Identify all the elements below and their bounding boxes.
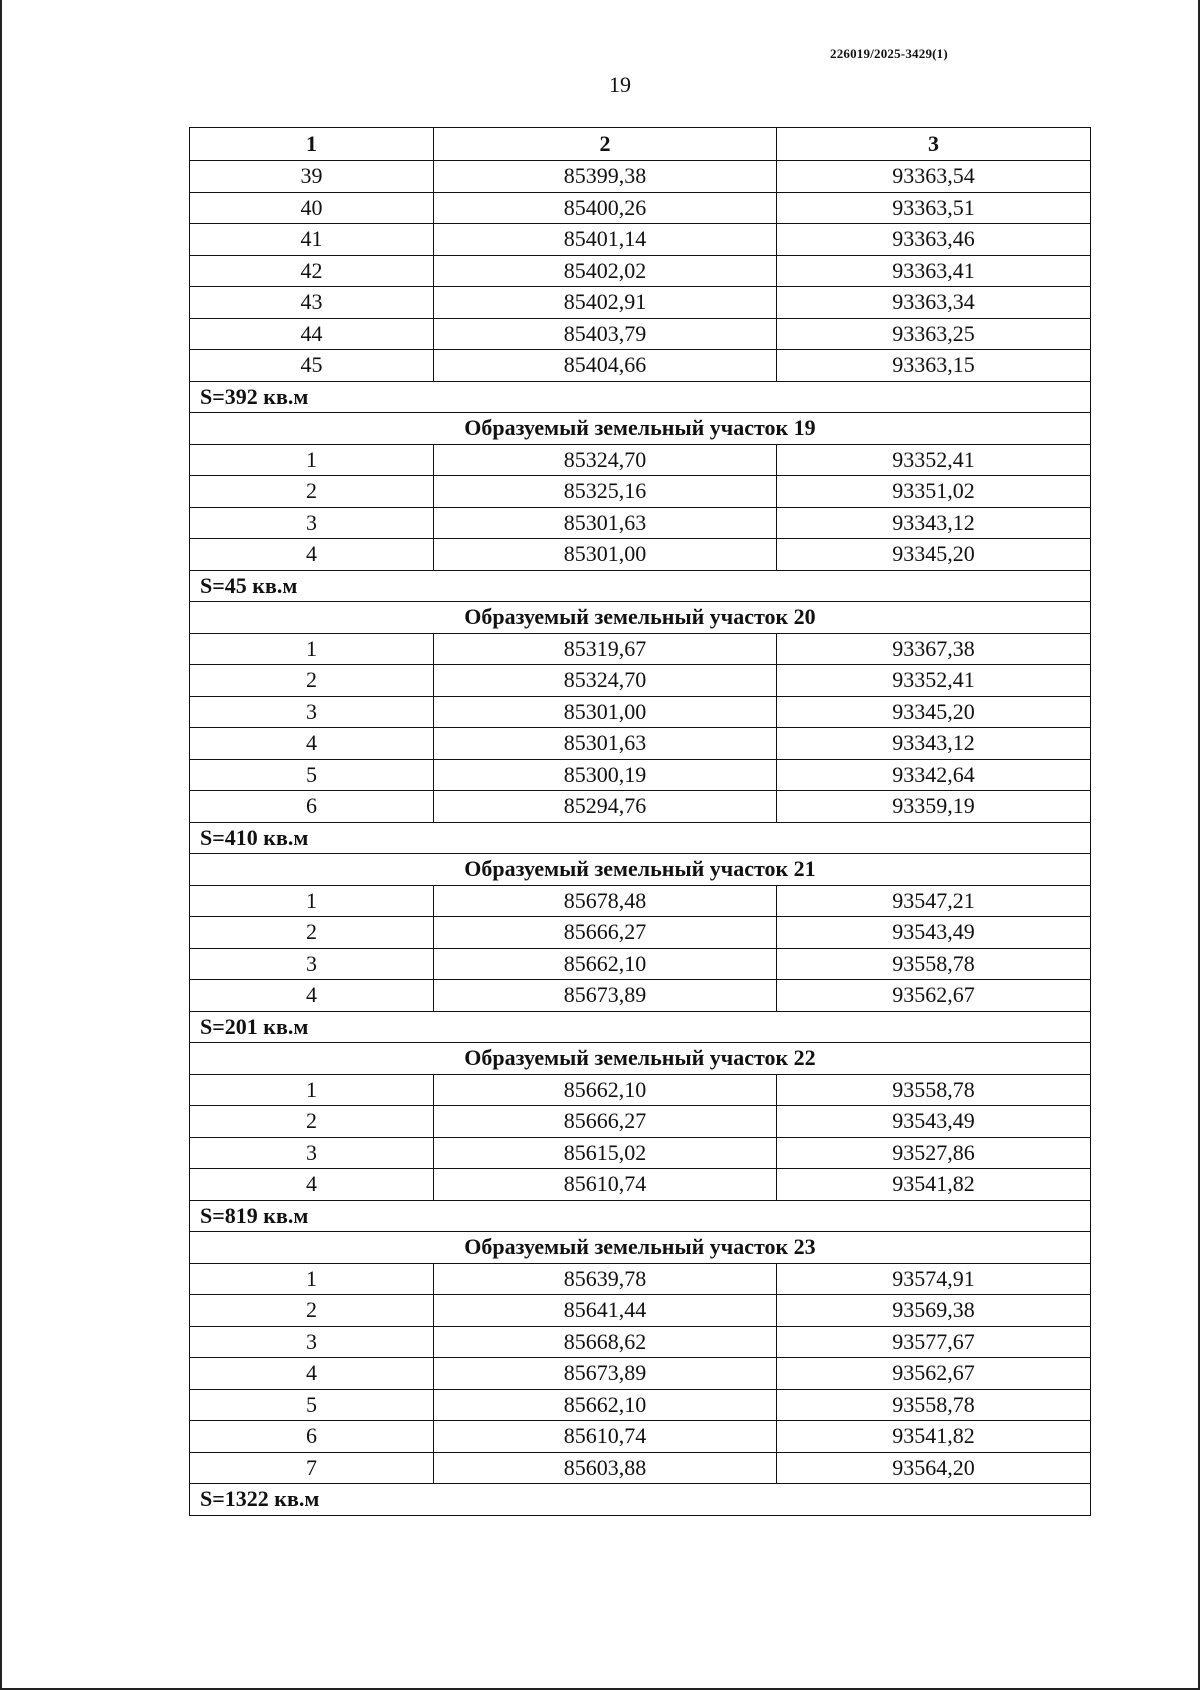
area-value: S=819 кв.м [190, 1200, 1091, 1232]
section-title-row [190, 854, 1091, 886]
area-row [190, 1200, 1091, 1232]
section-title-row [190, 602, 1091, 634]
table-row [190, 255, 1091, 287]
section-title: Образуемый земельный участок 23 [190, 1232, 1091, 1264]
table-row [190, 1452, 1091, 1484]
page-left-edge [0, 0, 2, 1690]
y-coordinate-cell: 93363,15 [777, 350, 1091, 382]
y-coordinate-cell: 93363,34 [777, 287, 1091, 319]
x-coordinate-cell: 85639,78 [434, 1263, 777, 1295]
y-coordinate-cell: 93547,21 [777, 885, 1091, 917]
x-coordinate-cell: 85662,10 [434, 1074, 777, 1106]
y-coordinate-cell: 93363,41 [777, 255, 1091, 287]
table-row [190, 759, 1091, 791]
point-number-cell: 1 [190, 633, 434, 665]
point-number-cell: 3 [190, 948, 434, 980]
table-row [190, 1169, 1091, 1201]
table-row [190, 1263, 1091, 1295]
point-number-cell: 2 [190, 1106, 434, 1138]
y-coordinate-cell: 93345,20 [777, 696, 1091, 728]
table-row [190, 1074, 1091, 1106]
y-coordinate-cell: 93351,02 [777, 476, 1091, 508]
point-number-cell: 44 [190, 318, 434, 350]
point-number-cell: 39 [190, 161, 434, 193]
x-coordinate-cell: 85300,19 [434, 759, 777, 791]
area-row [190, 381, 1091, 413]
y-coordinate-cell: 93558,78 [777, 1074, 1091, 1106]
document-id: 226019/2025-3429(1) [830, 46, 948, 61]
point-number-cell: 6 [190, 1421, 434, 1453]
area-value: S=1322 кв.м [190, 1484, 1091, 1516]
y-coordinate-cell: 93363,25 [777, 318, 1091, 350]
table-row [190, 507, 1091, 539]
x-coordinate-cell: 85673,89 [434, 1358, 777, 1390]
point-number-cell: 6 [190, 791, 434, 823]
x-coordinate-cell: 85673,89 [434, 980, 777, 1012]
table-row [190, 1326, 1091, 1358]
x-coordinate-cell: 85404,66 [434, 350, 777, 382]
point-number-cell: 43 [190, 287, 434, 319]
section-title: Образуемый земельный участок 19 [190, 413, 1091, 445]
coordinates-table-container [189, 127, 1090, 1516]
y-coordinate-cell: 93363,54 [777, 161, 1091, 193]
y-coordinate-cell: 93569,38 [777, 1295, 1091, 1327]
x-coordinate-cell: 85662,10 [434, 1389, 777, 1421]
x-coordinate-cell: 85666,27 [434, 917, 777, 949]
table-row [190, 728, 1091, 760]
area-value: S=201 кв.м [190, 1011, 1091, 1043]
x-coordinate-cell: 85402,02 [434, 255, 777, 287]
x-coordinate-cell: 85668,62 [434, 1326, 777, 1358]
x-coordinate-cell: 85319,67 [434, 633, 777, 665]
point-number-cell: 4 [190, 539, 434, 571]
area-row [190, 822, 1091, 854]
y-coordinate-cell: 93527,86 [777, 1137, 1091, 1169]
coordinates-table [189, 127, 1091, 1516]
point-number-cell: 41 [190, 224, 434, 256]
table-row [190, 192, 1091, 224]
table-row [190, 1295, 1091, 1327]
section-title: Образуемый земельный участок 21 [190, 854, 1091, 886]
table-row [190, 161, 1091, 193]
x-coordinate-cell: 85294,76 [434, 791, 777, 823]
point-number-cell: 4 [190, 1358, 434, 1390]
y-coordinate-cell: 93562,67 [777, 1358, 1091, 1390]
table-row [190, 948, 1091, 980]
y-coordinate-cell: 93564,20 [777, 1452, 1091, 1484]
x-coordinate-cell: 85301,00 [434, 696, 777, 728]
y-coordinate-cell: 93359,19 [777, 791, 1091, 823]
x-coordinate-cell: 85615,02 [434, 1137, 777, 1169]
x-coordinate-cell: 85400,26 [434, 192, 777, 224]
area-row [190, 570, 1091, 602]
table-row [190, 980, 1091, 1012]
table-row [190, 1389, 1091, 1421]
table-row [190, 791, 1091, 823]
point-number-cell: 2 [190, 665, 434, 697]
x-coordinate-cell: 85325,16 [434, 476, 777, 508]
y-coordinate-cell: 93574,91 [777, 1263, 1091, 1295]
x-coordinate-cell: 85678,48 [434, 885, 777, 917]
y-coordinate-cell: 93543,49 [777, 1106, 1091, 1138]
section-title: Образуемый земельный участок 22 [190, 1043, 1091, 1075]
x-coordinate-cell: 85402,91 [434, 287, 777, 319]
table-header-row [190, 128, 1091, 161]
x-coordinate-cell: 85301,63 [434, 728, 777, 760]
y-coordinate-cell: 93363,46 [777, 224, 1091, 256]
y-coordinate-cell: 93541,82 [777, 1169, 1091, 1201]
table-row [190, 1106, 1091, 1138]
x-coordinate-cell: 85641,44 [434, 1295, 777, 1327]
y-coordinate-cell: 93343,12 [777, 507, 1091, 539]
x-coordinate-cell: 85666,27 [434, 1106, 777, 1138]
table-row [190, 224, 1091, 256]
area-value: S=45 кв.м [190, 570, 1091, 602]
y-coordinate-cell: 93342,64 [777, 759, 1091, 791]
point-number-cell: 40 [190, 192, 434, 224]
point-number-cell: 3 [190, 1137, 434, 1169]
point-number-cell: 2 [190, 476, 434, 508]
point-number-cell: 2 [190, 917, 434, 949]
section-title-row [190, 1232, 1091, 1264]
y-coordinate-cell: 93367,38 [777, 633, 1091, 665]
y-coordinate-cell: 93363,51 [777, 192, 1091, 224]
point-number-cell: 3 [190, 696, 434, 728]
point-number-cell: 4 [190, 728, 434, 760]
y-coordinate-cell: 93352,41 [777, 665, 1091, 697]
table-row [190, 287, 1091, 319]
point-number-cell: 2 [190, 1295, 434, 1327]
table-row [190, 318, 1091, 350]
point-number-cell: 1 [190, 885, 434, 917]
page-number: 19 [609, 72, 631, 97]
section-title: Образуемый земельный участок 20 [190, 602, 1091, 634]
column-header-point: 1 [190, 128, 434, 161]
area-row [190, 1011, 1091, 1043]
table-row [190, 917, 1091, 949]
x-coordinate-cell: 85324,70 [434, 665, 777, 697]
table-row [190, 633, 1091, 665]
y-coordinate-cell: 93343,12 [777, 728, 1091, 760]
point-number-cell: 45 [190, 350, 434, 382]
y-coordinate-cell: 93558,78 [777, 948, 1091, 980]
coordinates-table-body [190, 128, 1091, 1516]
x-coordinate-cell: 85610,74 [434, 1421, 777, 1453]
table-row [190, 350, 1091, 382]
point-number-cell: 5 [190, 759, 434, 791]
y-coordinate-cell: 93577,67 [777, 1326, 1091, 1358]
y-coordinate-cell: 93541,82 [777, 1421, 1091, 1453]
y-coordinate-cell: 93562,67 [777, 980, 1091, 1012]
y-coordinate-cell: 93558,78 [777, 1389, 1091, 1421]
table-row [190, 1137, 1091, 1169]
point-number-cell: 3 [190, 507, 434, 539]
x-coordinate-cell: 85301,00 [434, 539, 777, 571]
area-value: S=392 кв.м [190, 381, 1091, 413]
point-number-cell: 1 [190, 1263, 434, 1295]
table-row [190, 665, 1091, 697]
point-number-cell: 1 [190, 444, 434, 476]
section-title-row [190, 1043, 1091, 1075]
table-row [190, 885, 1091, 917]
x-coordinate-cell: 85610,74 [434, 1169, 777, 1201]
table-row [190, 696, 1091, 728]
y-coordinate-cell: 93345,20 [777, 539, 1091, 571]
table-row [190, 476, 1091, 508]
x-coordinate-cell: 85324,70 [434, 444, 777, 476]
point-number-cell: 3 [190, 1326, 434, 1358]
section-title-row [190, 413, 1091, 445]
area-value: S=410 кв.м [190, 822, 1091, 854]
area-row [190, 1484, 1091, 1516]
x-coordinate-cell: 85603,88 [434, 1452, 777, 1484]
y-coordinate-cell: 93352,41 [777, 444, 1091, 476]
table-row [190, 1358, 1091, 1390]
x-coordinate-cell: 85301,63 [434, 507, 777, 539]
x-coordinate-cell: 85399,38 [434, 161, 777, 193]
point-number-cell: 5 [190, 1389, 434, 1421]
y-coordinate-cell: 93543,49 [777, 917, 1091, 949]
point-number-cell: 42 [190, 255, 434, 287]
x-coordinate-cell: 85662,10 [434, 948, 777, 980]
point-number-cell: 4 [190, 1169, 434, 1201]
table-row [190, 444, 1091, 476]
column-header-x: 2 [434, 128, 777, 161]
column-header-y: 3 [777, 128, 1091, 161]
x-coordinate-cell: 85401,14 [434, 224, 777, 256]
table-row [190, 1421, 1091, 1453]
point-number-cell: 1 [190, 1074, 434, 1106]
table-row [190, 539, 1091, 571]
x-coordinate-cell: 85403,79 [434, 318, 777, 350]
point-number-cell: 4 [190, 980, 434, 1012]
point-number-cell: 7 [190, 1452, 434, 1484]
